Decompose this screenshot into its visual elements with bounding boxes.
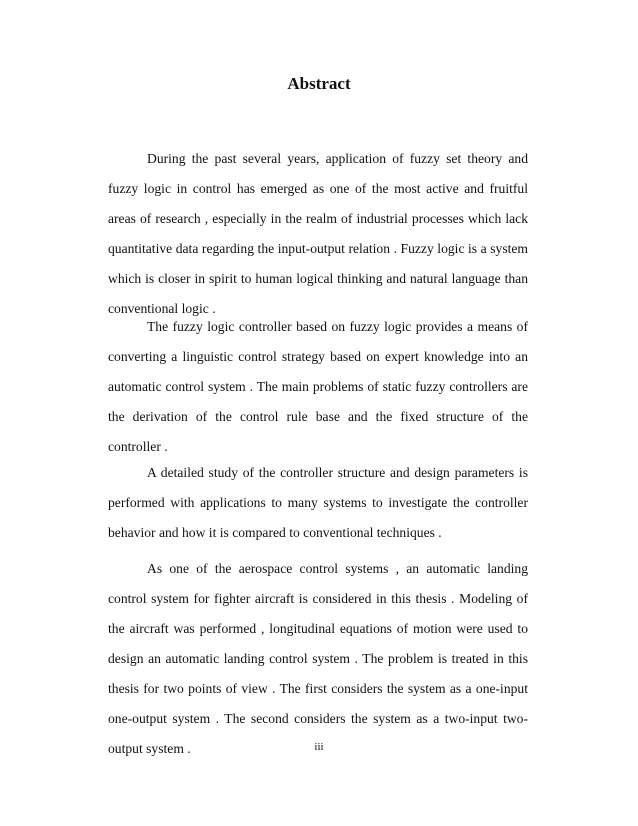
page-number: iii — [314, 741, 324, 753]
abstract-title: Abstract — [287, 74, 351, 93]
abstract-paragraph-1: During the past several years, application of fuzzy set theory and fuzzy logic in control has emerged as one of the most active and fruitful areas of research , especially in the realm of industrial processes which lack quantitative data regarding the input-output relation . Fuzzy logic is a system which is closer in spirit to human logical thinking and natural language than conventional logic . — [108, 151, 528, 316]
abstract-paragraph-3: A detailed study of the controller structure and design parameters is performed with applications to many systems to investigate the controller behavior and how it is compared to conventional techniques . — [108, 465, 528, 540]
abstract-paragraph-2: The fuzzy logic controller based on fuzzy logic provides a means of converting a linguistic control strategy based on expert knowledge into an automatic control system . The main problems of static fuzzy controllers are the derivation of the control rule base and the fixed structure of the controller . — [108, 319, 528, 454]
abstract-paragraph-4: As one of the aerospace control systems , an automatic landing control system for fighter aircraft is considered in this thesis . Modeling of the aircraft was performed , longitudinal equations of motion were used to design an automatic landing control system . The problem is treated in this thesis for two points of view . The first considers the system as a one-input one-output system . The second considers the system as a two-input two-output system . — [108, 561, 528, 756]
